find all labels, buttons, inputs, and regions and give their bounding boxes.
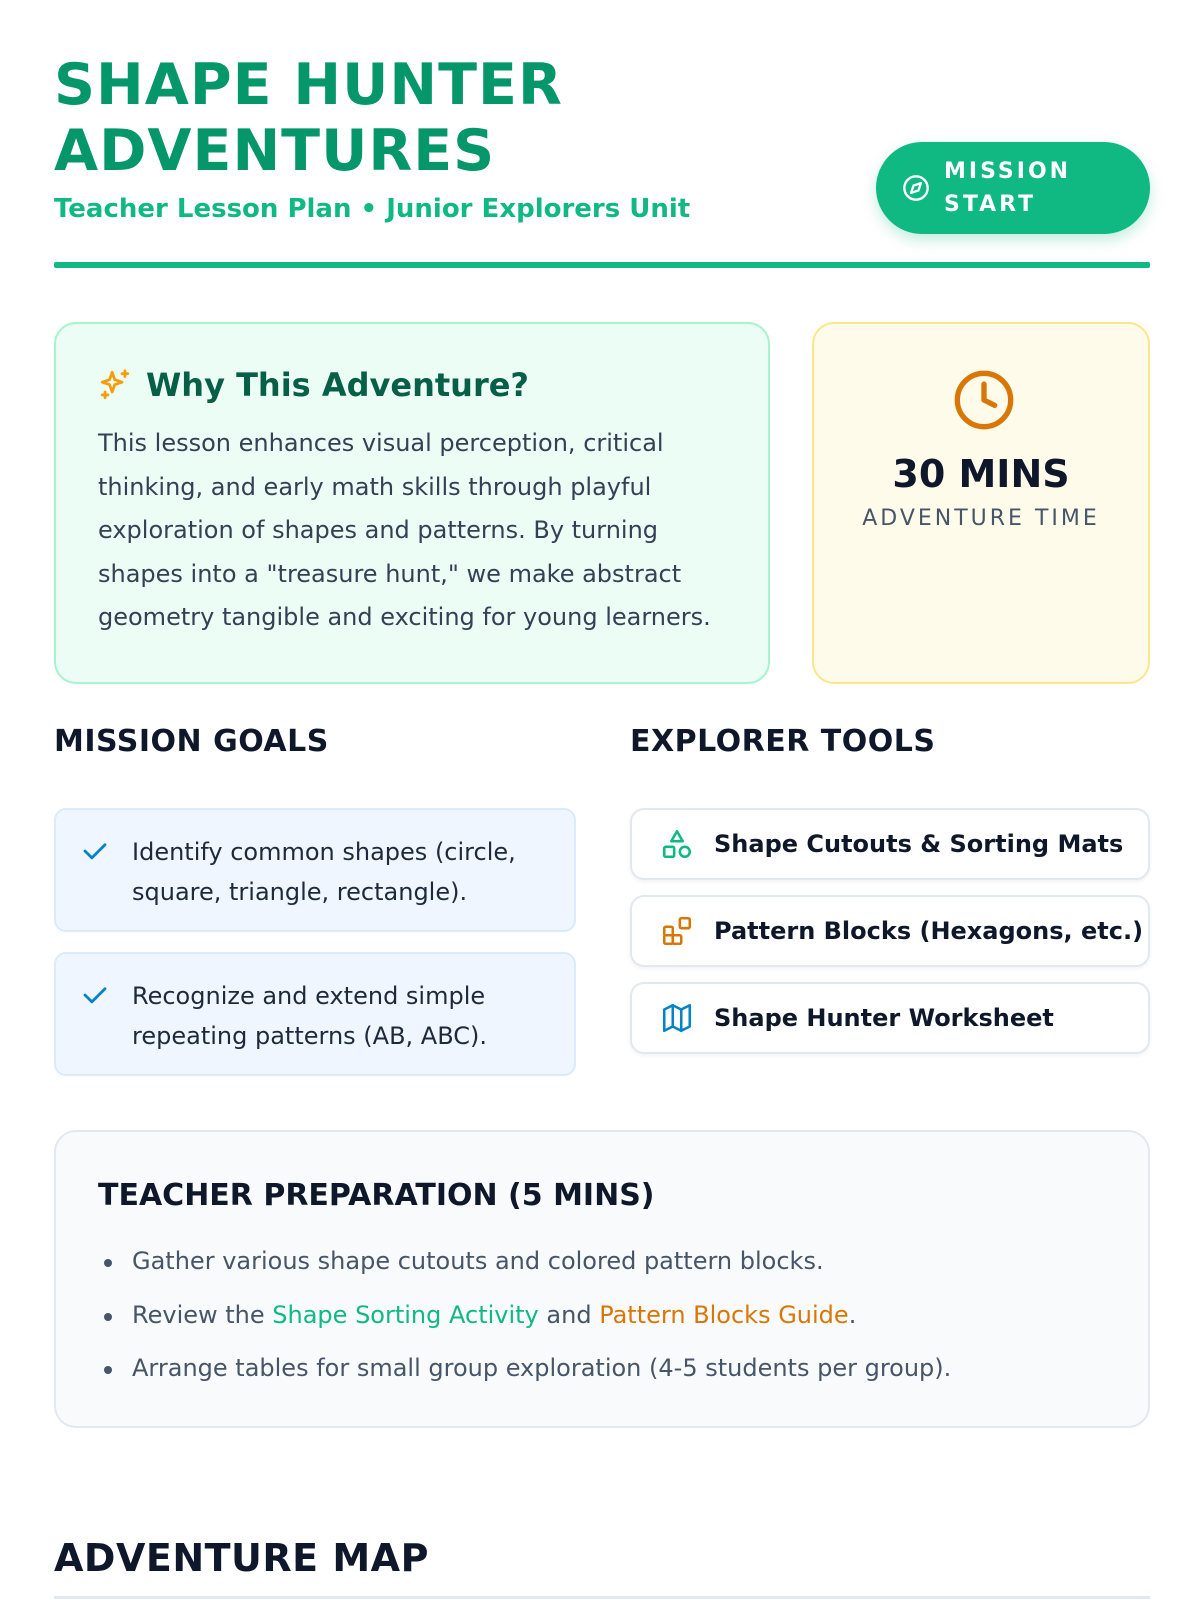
prep-text: Review the [132, 1300, 273, 1329]
mission-goals-heading: MISSION GOALS [54, 724, 329, 759]
section-divider [54, 1596, 1150, 1599]
adventure-time-label: ADVENTURE TIME [862, 506, 1100, 531]
adventure-time-card [812, 322, 1150, 684]
teacher-prep-heading: TEACHER PREPARATION (5 MINS) [98, 1178, 655, 1213]
tool-item-shape-cutouts [630, 808, 1150, 880]
prep-text: Arrange tables for small group exploration (4-5 students per group). [132, 1354, 952, 1382]
prep-text: Gather various shape cutouts and colored pattern blocks. [132, 1247, 824, 1275]
page-subtitle: Teacher Lesson Plan • Junior Explorers Unit [54, 194, 691, 224]
goal-text: Recognize and extend simple repeating patterns (AB, ABC). [132, 982, 487, 1050]
prep-text: . [848, 1300, 857, 1329]
shape-sorting-activity-link[interactable]: Shape Sorting Activity [272, 1300, 539, 1329]
tool-label: Pattern Blocks (Hexagons, etc.) [714, 917, 1144, 945]
teacher-prep-card [54, 1130, 1150, 1428]
explorer-tools-heading: EXPLORER TOOLS [630, 724, 936, 759]
map-icon [660, 1001, 694, 1035]
page-title: SHAPE HUNTER ADVENTURES [54, 52, 563, 184]
tool-label: Shape Cutouts & Sorting Mats [714, 830, 1124, 858]
tool-item-pattern-blocks [630, 895, 1150, 967]
tool-label: Shape Hunter Worksheet [714, 1004, 1054, 1032]
goal-text: Identify common shapes (circle, square, triangle, rectangle). [132, 838, 516, 906]
shapes-icon [660, 827, 694, 861]
header-divider [54, 262, 1150, 268]
tool-item-worksheet [630, 982, 1150, 1054]
teacher-prep-list [98, 1235, 1106, 1396]
check-icon [80, 836, 110, 866]
compass-icon [902, 174, 930, 202]
prep-text: and [538, 1300, 600, 1329]
adventure-time-value: 30 MINS [892, 452, 1070, 496]
adventure-map-heading: ADVENTURE MAP [54, 1536, 429, 1580]
mission-start-label: MISSION START [944, 159, 1072, 217]
why-body: This lesson enhances visual perception, critical thinking, and early math skills through playful exploration of shapes and patterns. By turning shapes into a "treasure hunt," we make abstract geometry tangible and exciting for young learners. [98, 429, 711, 631]
list-item [98, 1289, 1106, 1343]
goal-item [54, 808, 576, 932]
clock-icon [952, 368, 1016, 432]
why-heading: Why This Adventure? [146, 366, 529, 404]
list-item [98, 1235, 1106, 1289]
blocks-icon [660, 914, 694, 948]
sparkles-icon [98, 368, 132, 402]
list-item [98, 1342, 1106, 1396]
check-icon [80, 980, 110, 1010]
pattern-blocks-guide-link[interactable]: Pattern Blocks Guide [599, 1300, 849, 1329]
why-card [54, 322, 770, 684]
goal-item [54, 952, 576, 1076]
mission-start-button[interactable] [876, 142, 1150, 234]
page-header [54, 52, 1150, 268]
